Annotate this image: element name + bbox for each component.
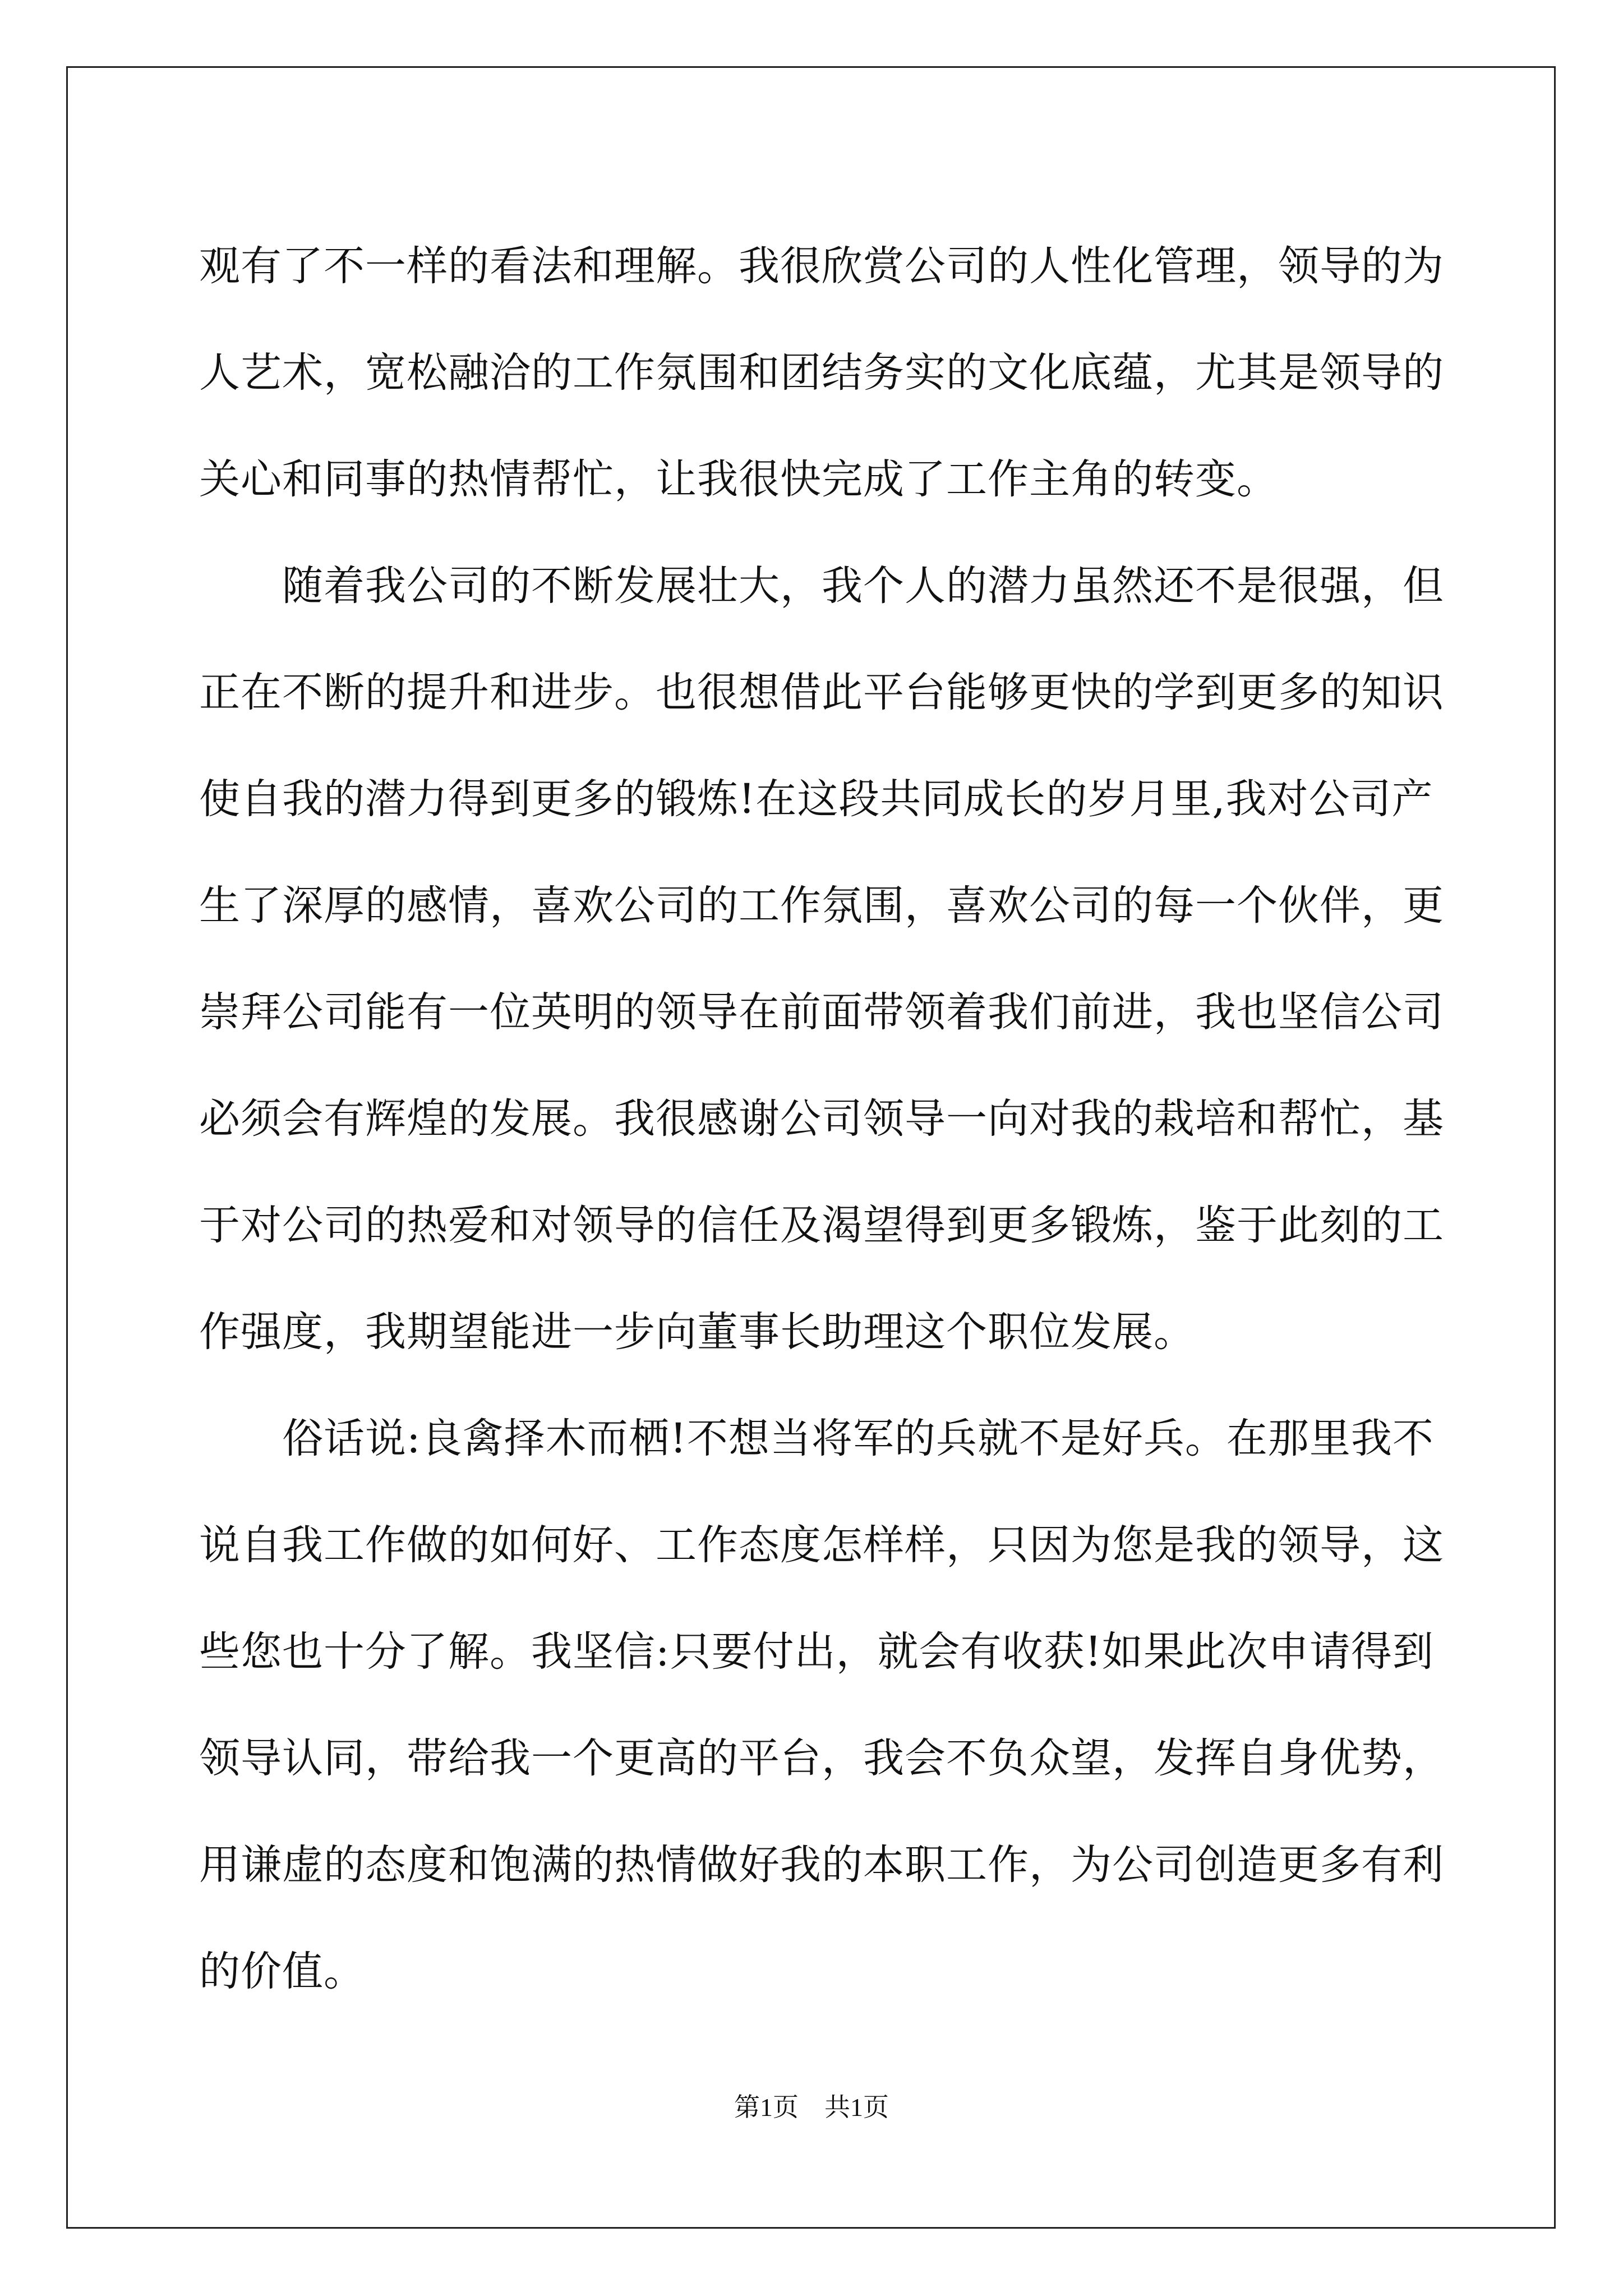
text-line: 俗话说:良禽择木而栖!不想当将军的兵就不是好兵。在那里我不 — [199, 1415, 1434, 1462]
text-line: 人艺术，宽松融洽的工作氛围和团结务实的文化底蕴，尤其是领导的 — [199, 349, 1444, 397]
text-line: 关心和同事的热情帮忙，让我很快完成了工作主角的转变。 — [199, 455, 1278, 503]
text-line: 领导认同，带给我一个更高的平台，我会不负众望，发挥自身优势， — [199, 1734, 1444, 1782]
text-line: 使自我的潜力得到更多的锻炼!在这段共同成长的岁月里,我对公司产 — [199, 775, 1433, 823]
text-line: 的价值。 — [199, 1948, 365, 1995]
text-line: 用谦虚的态度和饱满的热情做好我的本职工作，为公司创造更多有利 — [199, 1841, 1444, 1889]
text-line: 作强度，我期望能进一步向董事长助理这个职位发展。 — [199, 1308, 1195, 1356]
text-line: 生了深厚的感情，喜欢公司的工作氛围，喜欢公司的每一个伙伴，更 — [199, 882, 1444, 930]
text-line: 于对公司的热爱和对领导的信任及渴望得到更多锻炼，鉴于此刻的工 — [199, 1202, 1444, 1249]
text-line: 些您也十分了解。我坚信:只要付出，就会有收获!如果此次申请得到 — [199, 1628, 1434, 1676]
text-line: 观有了不一样的看法和理解。我很欣赏公司的人性化管理，领导的为 — [199, 242, 1444, 290]
text-line: 说自我工作做的如何好、工作态度怎样样，只因为您是我的领导，这 — [199, 1521, 1444, 1569]
page-footer: 第1页 共1页 — [734, 2093, 889, 2122]
text-line: 崇拜公司能有一位英明的领导在前面带领着我们前进，我也坚信公司 — [199, 988, 1444, 1036]
text-line: 随着我公司的不断发展壮大，我个人的潜力虽然还不是很强，但 — [199, 562, 1444, 610]
document-body — [199, 213, 1444, 2025]
text-line: 正在不断的提升和进步。也很想借此平台能够更快的学到更多的知识 — [199, 669, 1444, 716]
text-line: 必须会有辉煌的发展。我很感谢公司领导一向对我的栽培和帮忙，基 — [199, 1095, 1444, 1143]
